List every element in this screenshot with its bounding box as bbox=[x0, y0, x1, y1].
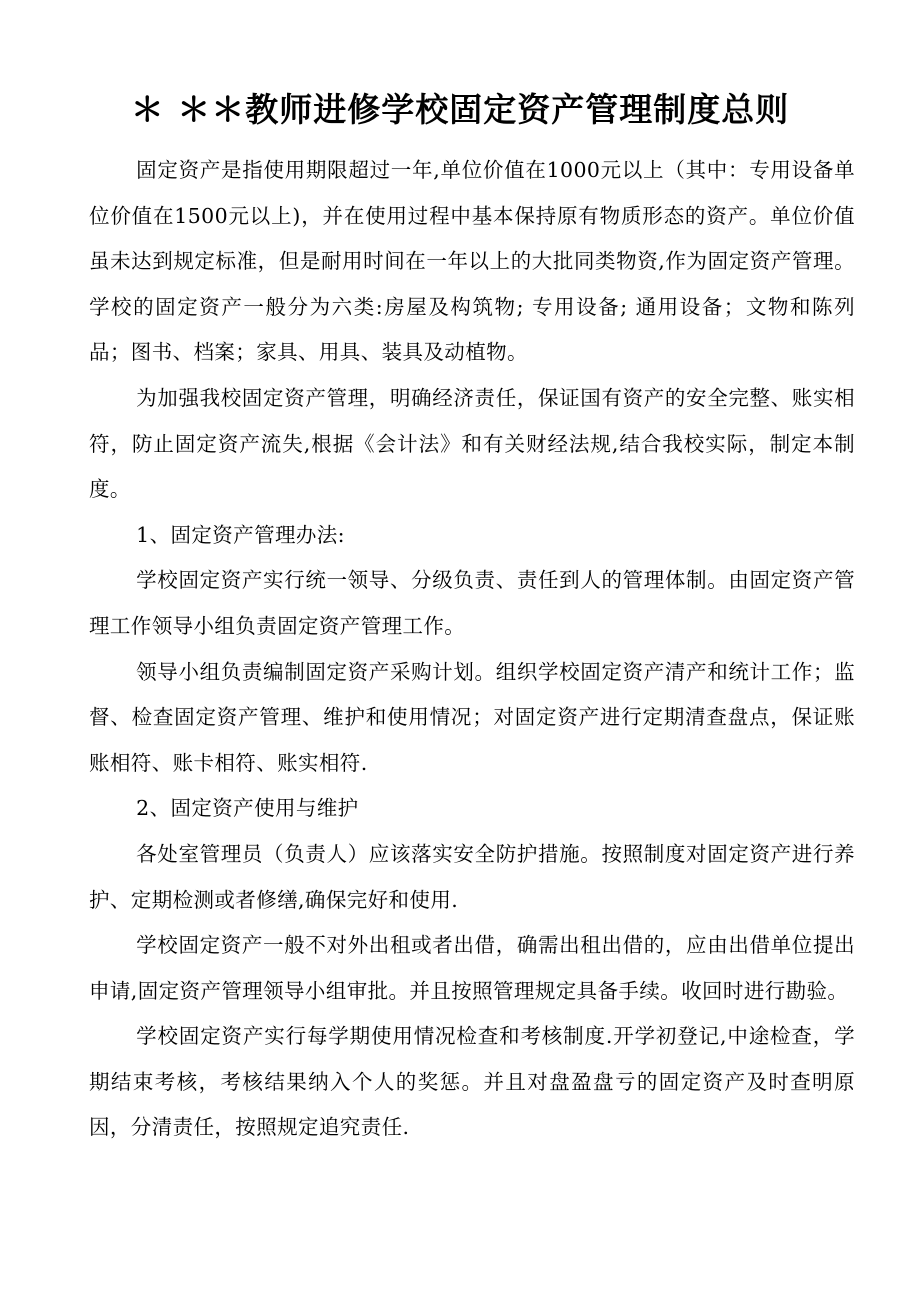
paragraph-management-system: 学校固定资产实行统一领导、分级负责、责任到人的管理体制。由固定资产管理工作领导小组负责固定资产管理工作。 bbox=[89, 568, 855, 638]
paragraph-safety-measures: 各处室管理员（负责人）应该落实安全防护措施。按照制度对固定资产进行养护、定期检测或者修缮,确保完好和使用. bbox=[89, 841, 855, 912]
document-title: ＊ ＊＊教师进修学校固定资产管理制度总则 bbox=[130, 90, 790, 129]
paragraph-inspection: 学校固定资产实行每学期使用情况检查和考核制度.开学初登记,中途检查，学期结束考核，考核结果纳入个人的奖惩。并且对盘盈盘亏的固定资产及时查明原因，分清责任，按照规定追究责任. bbox=[89, 1024, 855, 1140]
paragraph-lending: 学校固定资产一般不对外出租或者出借，确需出租出借的，应由出借单位提出申请,固定资产管理领导小组审批。并且按照管理规定具备手续。收回时进行勘验。 bbox=[89, 933, 855, 1003]
document-body bbox=[89, 148, 855, 1151]
section-heading-management: 1、固定资产管理办法: bbox=[136, 522, 345, 547]
section-heading-use-maintenance: 2、固定资产使用与维护 bbox=[136, 796, 359, 821]
paragraph-definition: 固定资产是指使用期限超过一年,单位价值在1000元以上（其中：专用设备单位价值在1500元以上)，并在使用过程中基本保持原有物质形态的资产。单位价值虽未达到规定标准，但是耐用时间在一年以上的大批同类物资,作为固定资产管理。学校的固定资产一般分为六类:房屋及构筑物; 专用设备; 通用设备；文物和陈列品；图书、档案；家具、用具、装具及动植物。 bbox=[89, 158, 855, 365]
paragraph-leading-group: 领导小组负责编制固定资产采购计划。组织学校固定资产清产和统计工作；监督、检查固定资产管理、维护和使用情况；对固定资产进行定期清查盘点，保证账账相符、账卡相符、账实相符. bbox=[89, 659, 855, 775]
paragraph-purpose: 为加强我校固定资产管理，明确经济责任，保证国有资产的安全完整、账实相符，防止固定资产流失,根据《会计法》和有关财经法规,结合我校实际，制定本制度。 bbox=[89, 385, 855, 502]
